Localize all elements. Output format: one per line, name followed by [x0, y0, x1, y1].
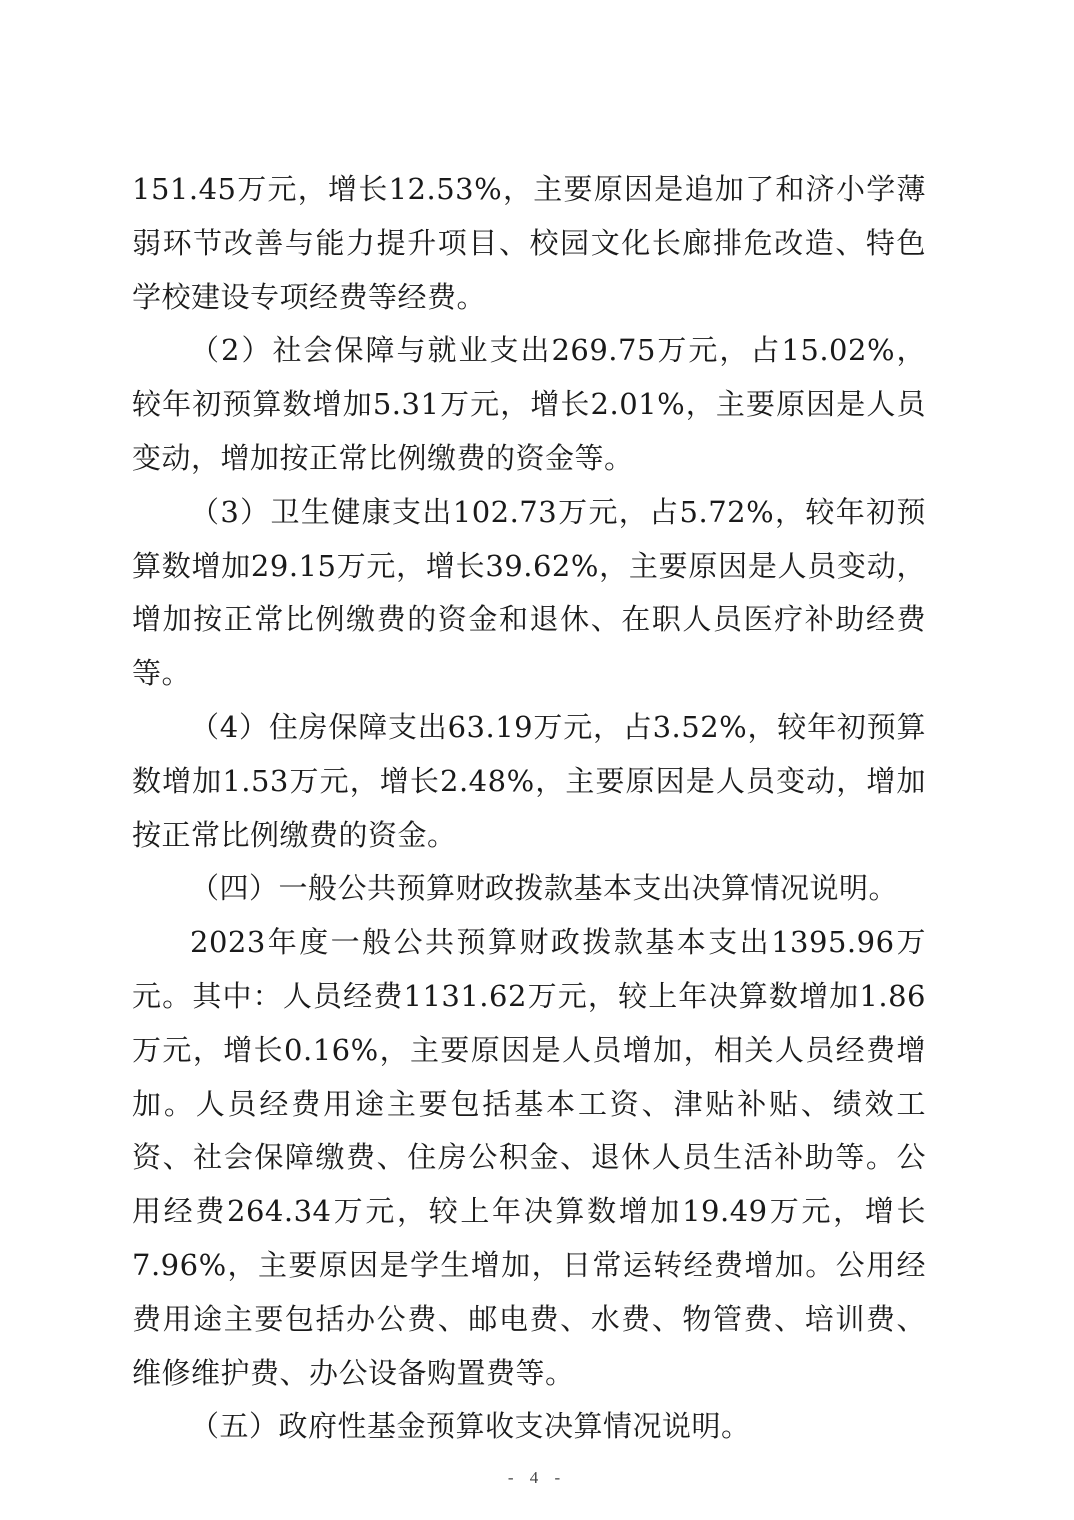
paragraph-continuation: 151.45万元，增长12.53%，主要原因是追加了和济小学薄弱环节改善与能力提升项目、校园文化长廊排危改造、特色学校建设专项经费等经费。: [132, 172, 926, 314]
paragraph-basic-expenditure: 2023年度一般公共预算财政拨款基本支出1395.96万元。其中：人员经费1131.62万元，较上年决算数增加1.86万元，增长0.16%，主要原因是人员增加，相关人员经费增加。人员经费用途主要包括基本工资、津贴补贴、绩效工资、社会保障缴费、住房公积金、退休人员生活补助等。公用经费264.34万元，较上年决算数增加19.49万元，增长7.96%，主要原因是学生增加，日常运转经费增加。公用经费用途主要包括办公费、邮电费、水费、物管费、培训费、维修维护费、办公设备购置费等。: [132, 925, 926, 1390]
page-number: - 4 -: [507, 1468, 567, 1487]
section-heading-basic-expenditure: （四）一般公共预算财政拨款基本支出决算情况说明。: [190, 871, 899, 906]
document-body: [132, 163, 926, 1454]
section-heading-government-fund: （五）政府性基金预算收支决算情况说明。: [190, 1409, 751, 1444]
paragraph-health: （3）卫生健康支出102.73万元，占5.72%，较年初预算数增加29.15万元，增长39.62%，主要原因是人员变动，增加按正常比例缴费的资金和退休、在职人员医疗补助经费等。: [132, 494, 926, 691]
paragraph-social-security: （2）社会保障与就业支出269.75万元，占15.02%，较年初预算数增加5.31万元，增长2.01%，主要原因是人员变动，增加按正常比例缴费的资金等。: [132, 333, 926, 475]
paragraph-housing: （4）住房保障支出63.19万元，占3.52%，较年初预算数增加1.53万元，增长2.48%，主要原因是人员变动，增加按正常比例缴费的资金。: [132, 709, 926, 852]
